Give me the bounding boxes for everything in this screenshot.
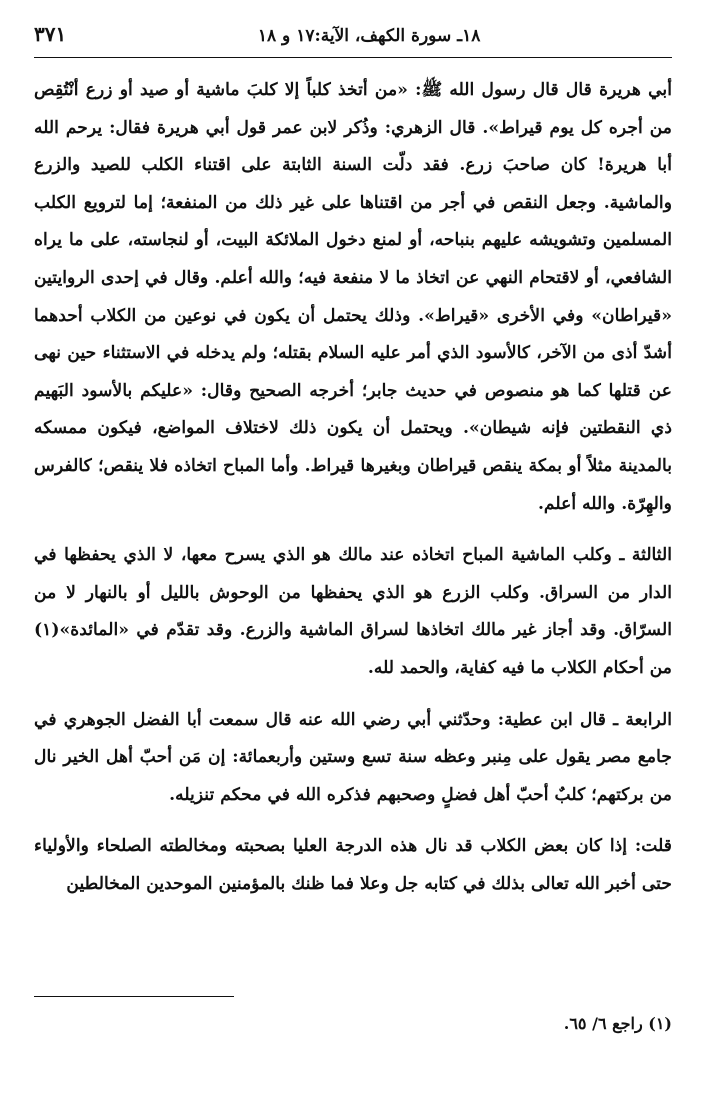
page-number: ٣٧١ <box>34 22 67 46</box>
running-title: ١٨ـ سورة الكهف، الآية:١٧ و ١٨ <box>257 26 481 46</box>
footnote-divider <box>34 996 234 997</box>
paragraph: الثالثة ـ وكلب الماشية المباح اتخاذه عند مالك هو الذي يسرح معها، لا الذي يحفظها في الدار من السراق. وكلب الزرع هو الذي يحفظها من الوحوش بالليل أو بالنهار لا من السرّاق. وقد أجاز غير مالك اتخاذها لسراق الماشية والزرع. وقد تقدّم في «المائدة»(١) من أحكام الكلاب ما فيه كفاية، والحمد لله. <box>34 545 672 678</box>
paragraph: أبي هريرة قال قال رسول الله ﷺ: «من أتخذ كلباً إلا كلبَ ماشية أو صيد أو زرع أنْتُقِص من أجره كل يوم قيراط». قال الزهري: وذُكر لابن عمر قول أبي هريرة فقال: يرحم الله أبا هريرة! كان صاحبَ زرع. فقد دلّت السنة الثابتة على اقتناء الكلب للصيد والزرع والماشية. وجعل النقص في أجر من اقتناها على غير ذلك من المنفعة؛ إما لترويع الكلب المسلمين وتشويشه عليهم بنباحه، أو لمنع دخول الملائكة البيت، أو لنجاسته، على ما يراه الشافعي، أو لاقتحام النهي عن اتخاذ ما لا منفعة فيه؛ والله أعلم. وقال في إحدى الروايتين «قيراطان» وفي الأخرى «قيراط». وذلك يحتمل أن يكون في نوعين من الكلاب أحدهما أشدّ أذى من الآخر، كالأسود الذي أمر عليه السلام بقتله؛ ولم يدخله في الاستثناء حين نهى عن قتلها كما هو منصوص في حديث جابر؛ أخرجه الصحيح وقال: «عليكم بالأسود البَهيم ذي النقطتين فإنه شيطان». ويحتمل أن يكون ذلك لاختلاف المواضع، فيكون ممسكه بالمدينة مثلاً أو بمكة ينقص قيراطان وبغيرها قيراط. وأما المباح اتخاذه فلا ينقص؛ كالفرس والهِرّة. والله أعلم. <box>34 80 672 514</box>
paragraph: الرابعة ـ قال ابن عطية: وحدّثني أبي رضي الله عنه قال سمعت أبا الفضل الجوهري في جامع مصر يقول على مِنبر وعظه سنة تسع وستين وأربعمائة: إن مَن أحبّ أهل الخير نال من بركتهم؛ كلبٌ أحبّ أهل فضلٍ وصحبهم فذكره الله في محكم تنزيله. <box>34 709 672 805</box>
page-header <box>34 0 672 58</box>
footnote: (١) راجع ٦/ ٦٥. <box>563 1014 672 1033</box>
paragraph: قلت: إذا كان بعض الكلاب قد نال هذه الدرجة العليا بصحبته ومخالطته الصلحاء والأولياء حتى أخبر الله تعالى بذلك في كتابه جل وعلا فما ظنك بالمؤمنين الموحدين المخالطين <box>34 836 672 894</box>
main-text <box>34 72 672 903</box>
